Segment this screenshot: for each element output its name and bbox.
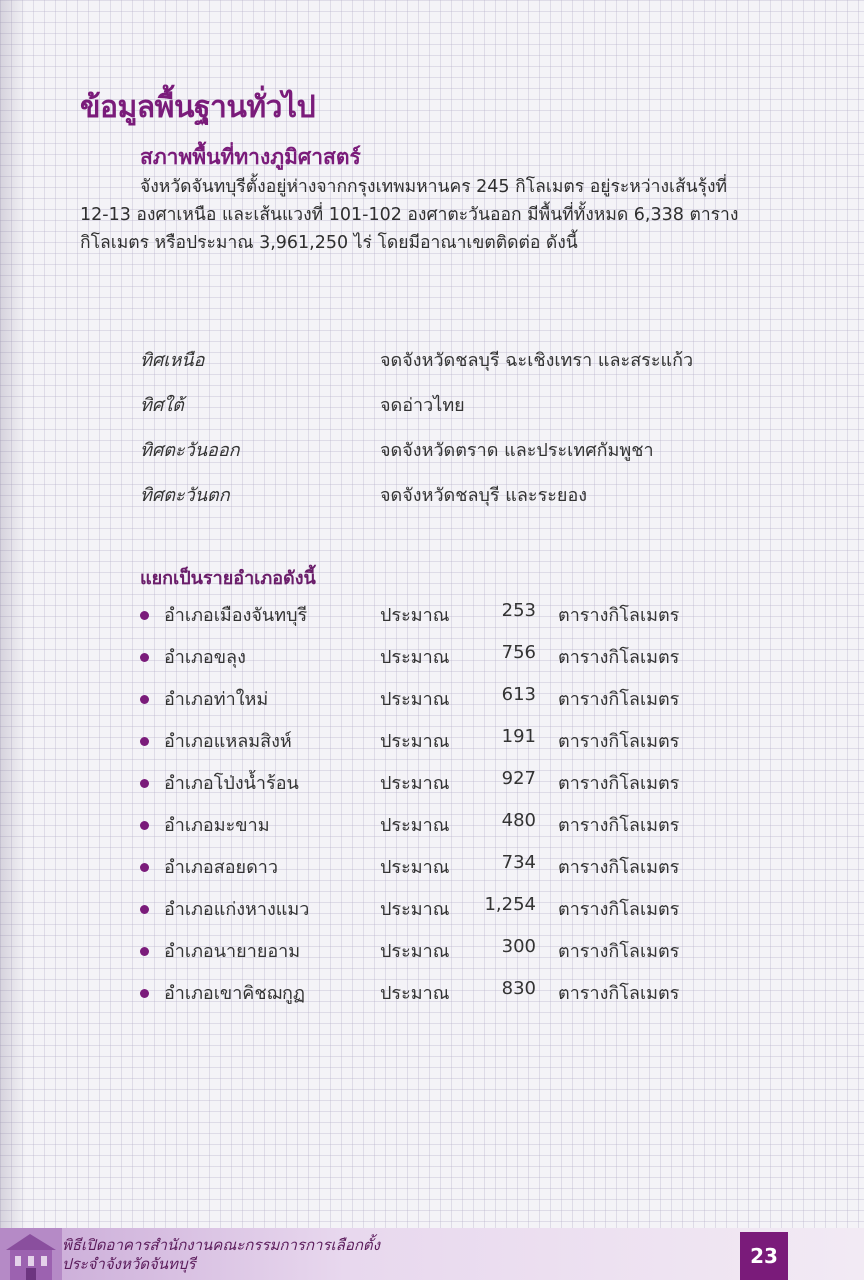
- boundary-row-west: [140, 480, 800, 525]
- area-unit: ตารางกิโลเมตร: [558, 815, 680, 836]
- bullet-icon: [140, 947, 149, 956]
- direction-name: ทิศตะวันออก: [140, 440, 240, 461]
- list-item: [140, 642, 760, 684]
- district-area: 1,254: [484, 894, 536, 915]
- direction-description: จดจังหวัดชลบุรี ฉะเชิงเทรา และสระแก้ว: [380, 350, 694, 371]
- district-name: อำเภอขลุง: [164, 647, 246, 668]
- direction-description: จดอ่าวไทย: [380, 395, 465, 416]
- area-unit: ตารางกิโลเมตร: [558, 731, 680, 752]
- bullet-icon: [140, 779, 149, 788]
- area-unit: ตารางกิโลเมตร: [558, 605, 680, 626]
- list-item: [140, 978, 760, 1020]
- direction-name: ทิศตะวันตก: [140, 485, 230, 506]
- bullet-icon: [140, 611, 149, 620]
- boundary-list: [140, 345, 800, 525]
- district-name: อำเภอมะขาม: [164, 815, 270, 836]
- district-area: 480: [501, 810, 536, 831]
- boundary-row-south: [140, 390, 800, 435]
- district-name: อำเภอนายายอาม: [164, 941, 301, 962]
- page-footer: [0, 1228, 864, 1280]
- district-area: 756: [501, 642, 536, 663]
- direction-name: ทิศใต้: [140, 395, 184, 416]
- list-item: [140, 936, 760, 978]
- list-item: [140, 894, 760, 936]
- boundary-row-east: [140, 435, 800, 480]
- paragraph-line-2: 12-13 องศาเหนือ และเส้นแวงที่ 101-102 องศาตะวันออก มีพื้นที่ทั้งหมด 6,338 ตาราง: [80, 205, 739, 225]
- bullet-icon: [140, 653, 149, 662]
- approx-label: ประมาณ: [380, 899, 450, 920]
- list-item: [140, 726, 760, 768]
- area-unit: ตารางกิโลเมตร: [558, 689, 680, 710]
- boundary-row-north: [140, 345, 800, 390]
- district-name: อำเภอสอยดาว: [164, 857, 278, 878]
- area-unit: ตารางกิโลเมตร: [558, 899, 680, 920]
- district-name: อำเภอท่าใหม่: [164, 689, 269, 710]
- bullet-icon: [140, 905, 149, 914]
- list-item: [140, 684, 760, 726]
- approx-label: ประมาณ: [380, 983, 450, 1004]
- list-item: [140, 600, 760, 642]
- area-unit: ตารางกิโลเมตร: [558, 857, 680, 878]
- paragraph-line-3: กิโลเมตร หรือประมาณ 3,961,250 ไร่ โดยมีอาณาเขตติดต่อ ดังนี้: [80, 233, 578, 253]
- approx-label: ประมาณ: [380, 815, 450, 836]
- list-item: [140, 768, 760, 810]
- district-area: 734: [501, 852, 536, 873]
- approx-label: ประมาณ: [380, 689, 450, 710]
- bullet-icon: [140, 821, 149, 830]
- district-area: 191: [501, 726, 536, 747]
- bullet-icon: [140, 989, 149, 998]
- direction-description: จดจังหวัดตราด และประเทศกัมพูชา: [380, 440, 654, 461]
- list-item: [140, 810, 760, 852]
- footer-caption: [62, 1236, 380, 1274]
- district-name: อำเภอเมืองจันทบุรี: [164, 605, 308, 626]
- district-name: อำเภอเขาคิชฌกูฏ: [164, 983, 305, 1004]
- area-unit: ตารางกิโลเมตร: [558, 773, 680, 794]
- building-icon: [0, 1228, 62, 1280]
- district-name: อำเภอแหลมสิงห์: [164, 731, 292, 752]
- footer-line-2: ประจำจังหวัดจันทบุรี: [62, 1255, 196, 1273]
- approx-label: ประมาณ: [380, 857, 450, 878]
- bullet-icon: [140, 737, 149, 746]
- approx-label: ประมาณ: [380, 647, 450, 668]
- section-subtitle: สภาพพื้นที่ทางภูมิศาสตร์: [140, 145, 361, 169]
- district-area: 830: [501, 978, 536, 999]
- district-area: 927: [501, 768, 536, 789]
- page-number-badge: 23: [740, 1232, 788, 1280]
- approx-label: ประมาณ: [380, 773, 450, 794]
- direction-description: จดจังหวัดชลบุรี และระยอง: [380, 485, 588, 506]
- district-area: 300: [501, 936, 536, 957]
- intro-paragraph: [80, 173, 804, 257]
- area-unit: ตารางกิโลเมตร: [558, 983, 680, 1004]
- area-unit: ตารางกิโลเมตร: [558, 941, 680, 962]
- districts-heading: แยกเป็นรายอำเภอดังนี้: [140, 568, 316, 589]
- approx-label: ประมาณ: [380, 941, 450, 962]
- page-spine-shadow: [0, 0, 26, 1230]
- list-item: [140, 852, 760, 894]
- page-title: ข้อมูลพื้นฐานทั่วไป: [80, 90, 316, 125]
- approx-label: ประมาณ: [380, 605, 450, 626]
- district-list: [140, 600, 760, 1020]
- direction-name: ทิศเหนือ: [140, 350, 205, 371]
- bullet-icon: [140, 863, 149, 872]
- approx-label: ประมาณ: [380, 731, 450, 752]
- district-name: อำเภอโป่งน้ำร้อน: [164, 773, 299, 794]
- district-name: อำเภอแก่งหางแมว: [164, 899, 310, 920]
- area-unit: ตารางกิโลเมตร: [558, 647, 680, 668]
- bullet-icon: [140, 695, 149, 704]
- district-area: 613: [501, 684, 536, 705]
- paragraph-line-1: จังหวัดจันทบุรีตั้งอยู่ห่างจากกรุงเทพมหานคร 245 กิโลเมตร อยู่ระหว่างเส้นรุ้งที่: [140, 177, 728, 197]
- footer-line-1: พิธีเปิดอาคารสำนักงานคณะกรรมการการเลือกตั้ง: [62, 1236, 380, 1254]
- district-area: 253: [501, 600, 536, 621]
